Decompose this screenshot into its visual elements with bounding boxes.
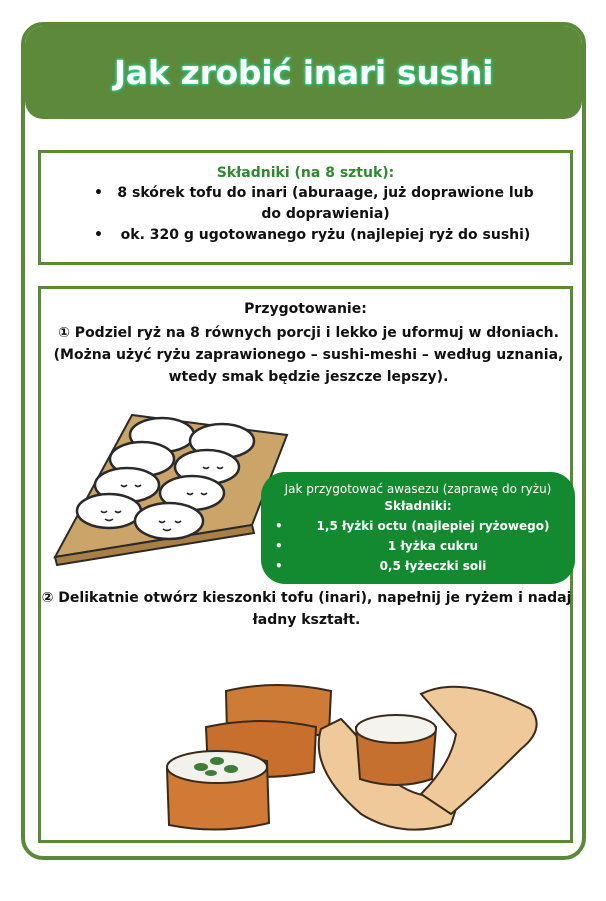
page-title: Jak zrobić inari sushi (113, 53, 494, 92)
ingredients-list (41, 183, 570, 246)
ingredients-heading: Składniki (na 8 sztuk): (216, 165, 395, 181)
awasezu-item: • 0,5 łyżeczki soli (261, 556, 575, 576)
preparation-step-1: ① Podziel ryż na 8 równych porcji i lekko je uformuj w dłoniach. (Można użyć ryżu zaprawionego – sushi-meshi – według uznania, wtedy smak będzie jeszcze lepszy). (53, 325, 564, 385)
rice-balls-on-board-illustration (47, 407, 297, 567)
awasezu-item: • 1,5 łyżki octu (najlepiej ryżowego) (261, 516, 575, 536)
recipe-card (21, 22, 586, 860)
awasezu-subheading: Składniki: (384, 499, 452, 513)
ingredient-item: • 8 skórek tofu do inari (aburaage, już doprawione lub do doprawienia) (41, 183, 570, 225)
ingredient-item: • ok. 320 g ugotowanego ryżu (najlepiej ryż do sushi) (41, 225, 570, 246)
awasezu-title: Jak przygotować awasezu (zaprawę do ryżu) (284, 482, 552, 496)
title-banner (25, 26, 582, 119)
awasezu-badge (261, 472, 575, 584)
ingredients-box (38, 150, 573, 265)
preparation-box (38, 286, 573, 843)
preparation-step-2: ② Delikatnie otwórz kieszonki tofu (inari), napełnij je ryżem i nadaj ładny kształt. (41, 590, 572, 628)
awasezu-item: • 1 łyżka cukru (261, 536, 575, 556)
inari-sushi-and-hands-illustration (151, 669, 561, 841)
awasezu-list (261, 516, 575, 576)
preparation-heading: Przygotowanie: (244, 301, 367, 317)
